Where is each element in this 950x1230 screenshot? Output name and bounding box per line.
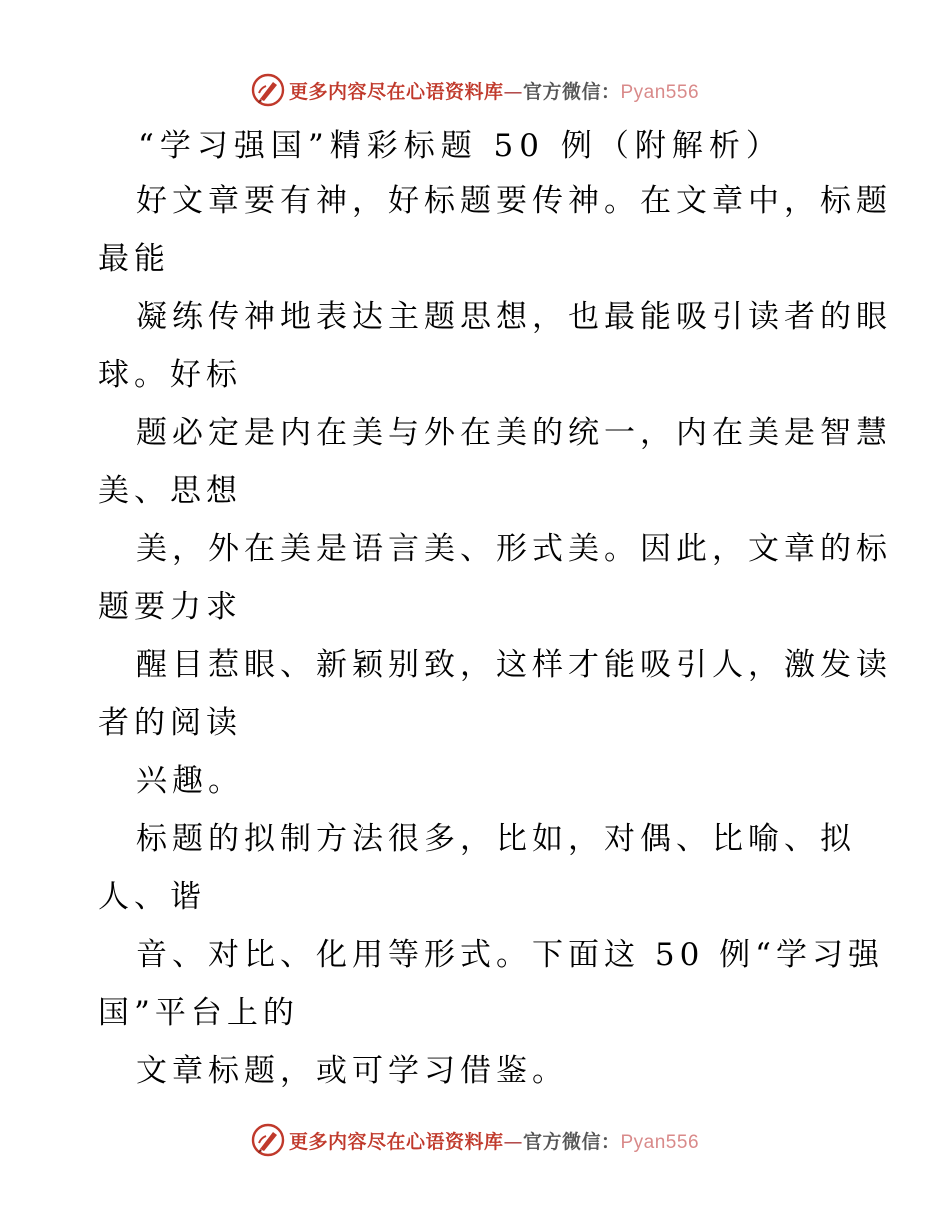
paragraph-line: 者的阅读 <box>98 705 242 741</box>
footer-banner-text: 更多内容尽在心语资料库—官方微信：Pyan556 <box>288 1130 700 1153</box>
quill-pen-logo-icon <box>251 73 285 107</box>
paragraph-line: 美，外在美是语言美、形式美。因此，文章的标 <box>136 531 892 567</box>
paragraph-line: 好文章要有神，好标题要传神。在文章中，标题 <box>136 183 892 219</box>
document-body <box>98 120 892 1100</box>
paragraph-line: 标题的拟制方法很多，比如，对偶、比喻、拟 <box>136 821 856 857</box>
paragraph-line: 最能 <box>98 241 170 277</box>
paragraph-line: 球。好标 <box>98 357 242 393</box>
paragraph-line: 人、谐 <box>98 879 206 915</box>
paragraph-line: 凝练传神地表达主题思想，也最能吸引读者的眼 <box>136 299 892 335</box>
paragraph-line: 音、对比、化用等形式。下面这 50 例“学习强 <box>136 937 885 973</box>
footer-banner <box>0 1120 950 1160</box>
header-banner-text: 更多内容尽在心语资料库—官方微信：Pyan556 <box>288 80 700 103</box>
paragraph-line: 兴趣。 <box>136 763 244 799</box>
paragraph-line: 题必定是内在美与外在美的统一，内在美是智慧 <box>136 415 892 451</box>
paragraph-line: 美、思想 <box>98 473 242 509</box>
paragraph-line: 国”平台上的 <box>98 995 299 1031</box>
header-banner <box>0 70 950 110</box>
paragraph-line: 文章标题，或可学习借鉴。 <box>136 1053 568 1089</box>
quill-pen-logo-icon <box>251 1123 285 1157</box>
document-title: “学习强国”精彩标题 50 例（附解析） <box>138 128 783 164</box>
paragraph-line: 醒目惹眼、新颖别致，这样才能吸引人，激发读 <box>136 647 892 683</box>
paragraph-line: 题要力求 <box>98 589 242 625</box>
